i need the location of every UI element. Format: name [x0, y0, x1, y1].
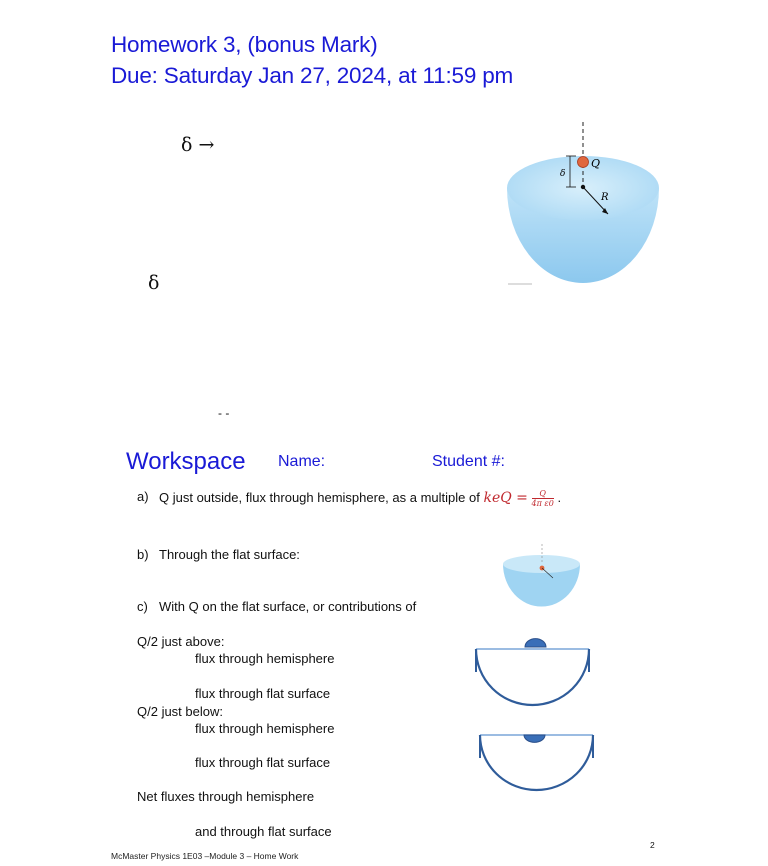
question-b-number: b) [137, 547, 149, 562]
workspace-title: Workspace [126, 448, 246, 475]
question-a-number: a) [137, 489, 149, 504]
name-label: Name: [278, 453, 326, 470]
flux-flat-below: flux through flat surface [195, 755, 331, 770]
page-footer: McMaster Physics 1E03 –Module 3 – Home Work [111, 851, 299, 861]
half-above-label: Q/2 just above: [137, 634, 225, 649]
net-flux-hemisphere: Net fluxes through hemisphere [137, 789, 315, 804]
hemisphere-charge-above [470, 632, 595, 710]
charge-q [578, 157, 589, 168]
question-a [159, 489, 561, 508]
question-b-text: Through the flat surface: [159, 547, 300, 562]
small-hemisphere-figure [500, 542, 585, 612]
question-a-fraction [532, 489, 554, 508]
student-number-label: Student #: [432, 453, 505, 470]
flux-hemisphere-below: flux through hemisphere [195, 721, 335, 736]
due-date: Due: Saturday Jan 27, 2024, at 11:59 pm [111, 63, 514, 88]
fraction-numerator: Q [532, 489, 554, 499]
hemisphere-figure [500, 118, 665, 293]
homework-title: Homework 3, (bonus Mark) [111, 32, 378, 57]
question-c-text: With Q on the flat surface, or contributions of [159, 599, 417, 614]
fig-r-label: R [601, 192, 609, 203]
flux-flat-above: flux through flat surface [195, 686, 331, 701]
question-c-number: c) [137, 599, 148, 614]
delta-arrow-symbol: δ → [181, 134, 215, 156]
net-flux-flat: and through flat surface [195, 824, 332, 839]
half-below-label: Q/2 just below: [137, 704, 223, 719]
dash-marks: - - [218, 406, 230, 420]
flux-hemisphere-above: flux through hemisphere [195, 651, 335, 666]
question-a-period: . [557, 489, 562, 505]
question-a-text: Q just outside, flux through hemisphere, as a multiple of [159, 489, 480, 505]
hemisphere-charge-below [474, 728, 599, 798]
fraction-denominator: 4π ε0 [531, 499, 554, 508]
fig-delta-label: δ [560, 169, 566, 179]
delta-symbol: δ [148, 272, 160, 294]
fig-q-label: Q [591, 157, 601, 170]
page-number: 2 [650, 840, 655, 850]
question-a-math: keQ = [483, 489, 528, 506]
